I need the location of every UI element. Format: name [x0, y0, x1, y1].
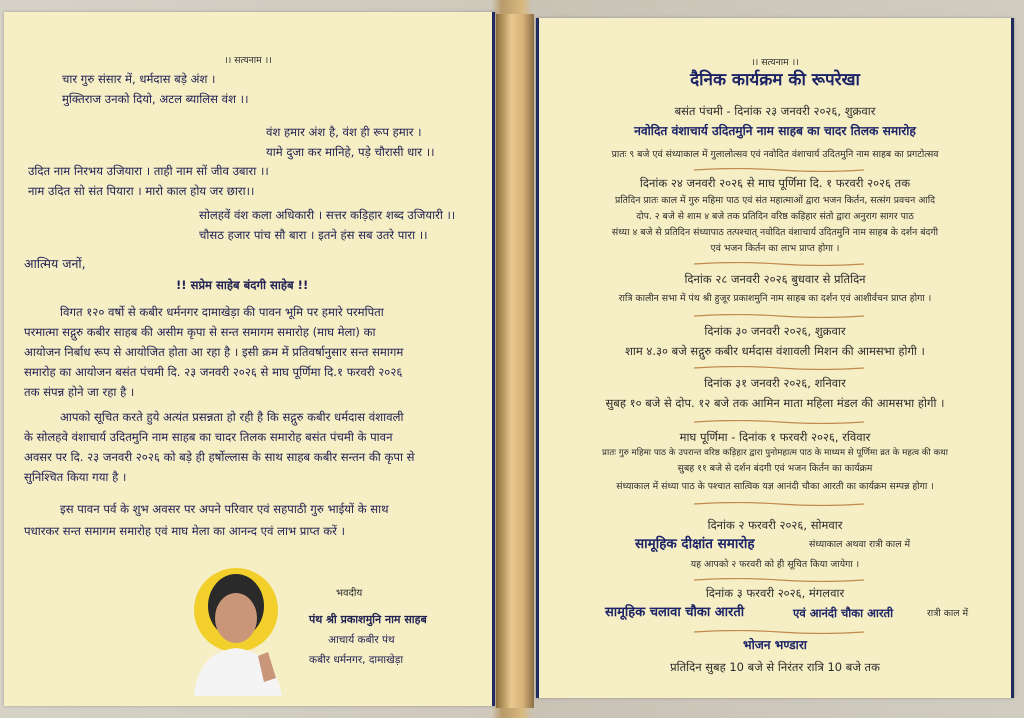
s9-title: भोजन भण्डारा [743, 638, 807, 652]
para1-line5: तक संपन्न होने जा रहा है । [24, 385, 135, 399]
s1-event: नवोदित वंशाचार्य उदितमुनि नाम साहब का चादर तिलक समारोह [634, 124, 916, 138]
s5-date: दिनांक ३१ जनवरी २०२६, शनिवार [704, 376, 846, 390]
para3-line1: इस पावन पर्व के शुभ अवसर पर अपने परिवार एवं सहपाठी गुरु भाईयों के साथ [60, 502, 389, 516]
s4-detail: शाम ४.३० बजे सद्गुरु कबीर धर्मदास वंशावली मिशन की आमसभा होगी । [625, 344, 925, 358]
para3-line2: पधारकर सन्त समागम समारोह एवं माघ मेला का आनन्द एवं लाभ प्राप्त करें । [24, 524, 346, 538]
ornament-divider [694, 366, 864, 370]
para2-line4: सुनिश्चित किया गया है । [24, 470, 127, 484]
s2-line4: एवं भजन किर्तन का लाभ प्राप्त होगा । [710, 243, 840, 254]
ornament-divider [694, 262, 864, 266]
ornament-divider [694, 502, 864, 506]
verse2-line2: यामे दुजा कर मानिहे, पड़े चौरासी धार ।। [266, 145, 435, 159]
verse4-line1: सोलहवें वंश कला अधिकारी । सत्तर कड़िहार शब्द उजियारी ।। [199, 208, 456, 222]
s4-date: दिनांक ३० जनवरी २०२६, शुक्रवार [704, 324, 846, 338]
schedule-title: दैनिक कार्यक्रम की रूपरेखा [690, 70, 860, 90]
s3-detail: रात्रि कालीन सभा में पंथ श्री हुजूर प्रकाशमुनि नाम साहब का दर्शन एवं आशीर्वचन प्राप्त होगा । [618, 293, 932, 304]
para1-line2: परमात्मा सद्गुरु कबीर साहब की असीम कृपा से सन्त समागम समारोह (माघ मेला) का [24, 325, 376, 339]
booklet-spine [496, 14, 534, 708]
s7-date: दिनांक २ फरवरी २०२६, सोमवार [707, 518, 843, 532]
para1-line1: विगत १२० वर्षो से कबीर धर्मनगर दामाखेड़ा की पावन भूमि पर हमारे परमपिता [60, 305, 384, 319]
signoff: भवदीय [336, 588, 363, 599]
signature-name: पंथ श्री प्रकाशमुनि नाम साहब [309, 613, 427, 626]
s8-time: रात्री काल में [927, 608, 969, 619]
ornament-divider [694, 420, 864, 424]
s7-event: सामूहिक दीक्षांत समारोह [635, 536, 755, 552]
s8-date: दिनांक ३ फरवरी २०२६, मंगलवार [705, 586, 845, 600]
s2-line1: प्रतिदिन प्रातः काल में गुरु महिमा पाठ एवं संत महात्माओं द्वारा भजन किर्तन, सत्संग प्रवचन आदि [614, 195, 936, 206]
verse4-line2: चौसठ हजार पांच सौ बारा । इतने हंस सब उतरे पारा ।। [199, 228, 428, 242]
ornament-divider [694, 578, 864, 582]
verse1-line1: चार गुरु संसार में, धर्मदास बड़े अंश । [62, 72, 216, 86]
acharya-portrait [184, 560, 292, 696]
right-page [536, 18, 1014, 698]
s6-date: माघ पूर्णिमा - दिनांक १ फरवरी २०२६, रविवार [679, 430, 871, 444]
s7-time: संध्याकाल अथवा रात्री काल में [809, 539, 911, 550]
left-page [4, 12, 495, 706]
verse3-line1: उदित नाम निरभय उजियारा । ताही नाम सों जीव उबारा ।। [28, 164, 269, 178]
verse3-line2: नाम उदित सो संत पियारा । मारो काल होय जर छारा।। [28, 184, 255, 198]
s8-event: सामूहिक चलावा चौका आरती [605, 605, 745, 620]
s8-event2: एवं आनंदी चौका आरती [793, 606, 894, 620]
para2-line1: आपको सूचित करते हुये अत्यंत प्रसन्नता हो रही है कि सद्गुरु कबीर धर्मदास वंशावली [60, 410, 404, 424]
s1-date: बसंत पंचमी - दिनांक २३ जनवरी २०२६, शुक्रवार [674, 104, 876, 118]
ornament-divider [694, 314, 864, 318]
s2-line3: संध्या ४ बजे से प्रतिदिन संध्यापाठ तत्पश्चात् नवोदित वंशाचार्य उदितमुनि नाम साहब के दर्शन बंदगी [611, 227, 939, 238]
para1-line4: समारोह का आयोजन बसंत पंचमी दि. २३ जनवरी २०२६ से माघ पूर्णिमा दि.१ फरवरी २०२६ [24, 365, 403, 379]
signature-place: कबीर धर्मनगर, दामाखेड़ा [309, 654, 404, 666]
para2-line2: के सोलहवे वंशाचार्य उदितमुनि नाम साहब का चादर तिलक समारोह बसंत पंचमी के पावन [24, 430, 393, 444]
s2-date: दिनांक २४ जनवरी २०२६ से माघ पूर्णिमा दि. १ फरवरी २०२६ तक [639, 176, 911, 190]
s6-line1: प्रातः गुरु महिमा पाठ के उपरान्त वरिष्ठ कड़िहार द्वारा पुनोमहात्म पाठ के माध्यम से पूर्णिमा व्रत के महत्व की कथा [602, 448, 948, 458]
right-header: ।। सत्यनाम ।। [751, 57, 799, 68]
s6-line3: संध्याकाल में संध्या पाठ के पश्चात सात्विक यज्ञ आनंदी चौका आरती का कार्यक्रम सम्पन्न होगा । [616, 481, 934, 492]
ornament-divider [694, 168, 864, 172]
left-header: ।। सत्यनाम ।। [224, 55, 272, 66]
s2-line2: दोप. २ बजे से शाम ४ बजे तक प्रतिदिन वरिष्ठ कड़िहार संतो द्वारा अनुराग सागर पाठ [636, 211, 914, 222]
s5-detail: सुबह १० बजे से दोप. १२ बजे तक आमिन माता महिला मंडल की आमसभा होगी । [605, 396, 945, 410]
s6-line2: सुबह ११ बजे से दर्शन बंदगी एवं भजन किर्तन का कार्यक्रम [677, 463, 873, 474]
verse2-line1: वंश हमार अंश है, वंश ही रूप हमार । [266, 125, 422, 139]
s3-date: दिनांक २८ जनवरी २०२६ बुधवार से प्रतिदिन [684, 272, 866, 286]
ornament-divider [694, 630, 864, 634]
salutation: आत्मिय जनों, [24, 256, 86, 271]
verse1-line2: मुक्तिराज उनको दियो, अटल ब्यालिस वंश ।। [62, 92, 249, 106]
s9-detail: प्रतिदिन सुबह 10 बजे से निरंतर रात्रि 10 बजे तक [670, 660, 880, 674]
para2-line3: अवसर पर दि. २३ जनवरी २०२६ को बड़े ही हर्षोल्लास के साथ साहब कबीर सन्तन की कृपा से [24, 450, 415, 464]
para1-line3: आयोजन निर्बाध रूप से आयोजित होता आ रहा है । इसी क्रम में प्रतिवर्षानुसार सन्त समागम [24, 345, 404, 359]
s7-note: यह आपको २ फरवरी को ही सूचित किया जायेगा । [690, 559, 860, 570]
greeting: !! सप्रेम साहेब बंदगी साहेब !! [176, 278, 309, 292]
s1-detail: प्रातः ९ बजे एवं संध्याकाल में गुलालोत्सव एवं नवोदित वंशाचार्य उदितमुनि नाम साहब का प्रगटोत्सव [611, 149, 939, 160]
signature-title: आचार्य कबीर पंथ [328, 634, 395, 646]
